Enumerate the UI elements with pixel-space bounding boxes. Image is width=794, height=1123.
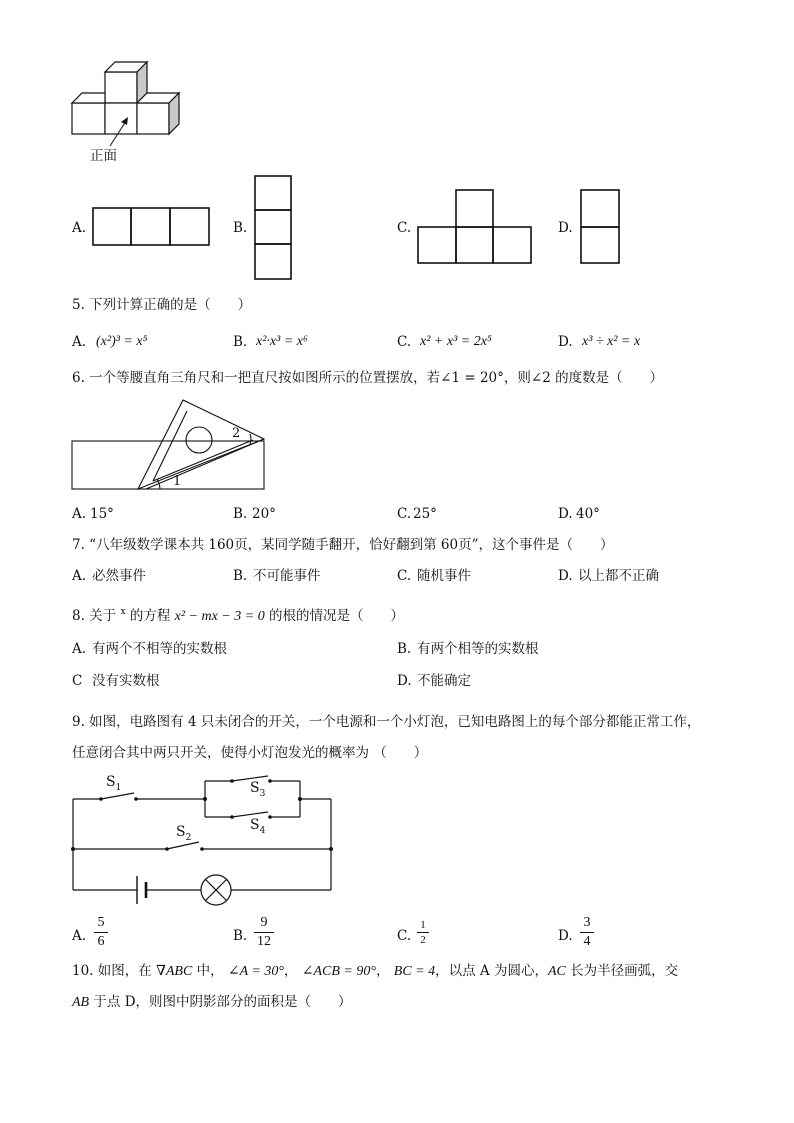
q9-option-b-fraction: 9 12 [254,915,274,950]
q10-cond-angle-acb: ∠ACB = 90° [301,964,376,979]
q5-option-a-expr: (x²)³ = x⁵ [96,334,148,349]
switch-s2-label: $S_2$ [176,824,192,843]
q7-option-b-letter: B. [233,568,248,584]
q5-option-b-expr: x²·x³ = x⁶ [256,334,308,349]
q8-stem-var: x [120,607,126,617]
q8-stem-prefix: 8. 关于 [72,608,117,624]
q6-option-b-text: 20° [252,506,276,522]
q10-cond-angle-a: ∠A = 30° [227,964,284,979]
q8-stem-mid: 的方程 [129,608,171,624]
q9-option-a-letter: A. [72,928,87,944]
switch-s3-label: $S_3$ [250,780,266,799]
q6-option-d-text: 40° [576,506,600,522]
q4-option-b-letter: B. [233,220,248,236]
q4-option-c-letter: C. [397,220,412,236]
q8-option-c-text: 没有实数根 [92,673,160,689]
q6-option-a-letter: A. [72,506,87,522]
q9-stem-line-1: 9. 如图，电路图有 4 只未闭合的开关，一个电源和一个小灯泡，已知电路图上的每个部分都能正常工作， [72,714,701,730]
q7-stem: 7. “八年级数学课本共 160页，某同学随手翻开，恰好翻到第 60页”，这个事件是（ ） [72,537,614,553]
q6-option-b-letter: B. [233,506,248,522]
q8-option-a-text: 有两个不相等的实数根 [92,641,227,657]
q4-option-d-letter: D. [558,220,573,236]
q6-option-d-letter: D. [558,506,573,522]
q9-stem-line-2: 任意闭合其中两只开关，使得小灯泡发光的概率为 （ ） [72,745,428,761]
q7-option-d-letter: D. [558,568,573,584]
q8-option-a-letter: A. [72,641,87,657]
q9-option-c-letter: C. [397,928,412,944]
q6-option-c-letter: C. [397,506,412,522]
q8-option-c-letter: C [72,673,83,689]
q6-option-a-text: 15° [90,506,114,522]
q9-option-d-fraction: 3 4 [580,915,594,950]
q5-option-d-expr: x³ ÷ x² = x [582,334,641,349]
q10-ac: AC [547,964,566,979]
q6-angle-1-label: 1 [173,474,182,489]
q10-triangle: ∇ABC [156,964,193,979]
q10-cond-bc: BC = 4 [393,964,436,979]
q5-option-c-letter: C. [397,334,412,350]
q7-option-a-letter: A. [72,568,87,584]
q10-stem-line-2: AB 于点 D，则图中阴影部分的面积是（ ） [72,994,352,1010]
q5-stem: 5. 下列计算正确的是（ ） [72,297,252,313]
q6-stem: 6. 一个等腰直角三角尺和一把直尺按如图所示的位置摆放，若∠1 = 20°，则∠2 的度数是（ ） [72,370,664,386]
q7-option-d-text: 以上都不正确 [578,568,659,584]
q6-option-c-text: 25° [413,506,437,522]
q9-option-d-letter: D. [558,928,573,944]
q5-option-c-expr: x² + x³ = 2x⁵ [420,334,492,349]
q8-stem-suffix: 的根的情况是（ ） [269,608,405,624]
q8-option-d-letter: D. [397,673,412,689]
q7-option-c-letter: C. [397,568,412,584]
q5-option-a-letter: A. [72,334,87,350]
front-label: 正面 [90,148,117,164]
q7-option-a-text: 必然事件 [92,568,146,584]
q9-option-a-fraction: 5 6 [94,915,108,950]
q8-option-b-text: 有两个相等的实数根 [417,641,539,657]
q6-angle-2-label: 2 [232,426,241,441]
q5-option-b-letter: B. [233,334,248,350]
switch-s4-label: $S_4$ [250,817,266,836]
q10-ab: AB [72,995,90,1010]
q7-option-b-text: 不可能事件 [253,568,321,584]
q10-stem-line-1: 10. 如图，在 ∇ABC 中， ∠A = 30°， ∠ACB = 90°， BC = 4，以点 A 为圆心，AC 长为半径画弧，交 [72,963,679,979]
q8-option-b-letter: B. [397,641,412,657]
q4-option-a-letter: A. [72,220,87,236]
q8-stem-equation: x² − mx − 3 = 0 [174,609,265,624]
q5-option-d-letter: D. [558,334,573,350]
switch-s1-label: $S_1$ [106,774,122,793]
q9-option-c-fraction: 1 2 [417,919,429,946]
q7-option-c-text: 随机事件 [417,568,471,584]
q9-option-b-letter: B. [233,928,248,944]
q8-option-d-text: 不能确定 [417,673,471,689]
